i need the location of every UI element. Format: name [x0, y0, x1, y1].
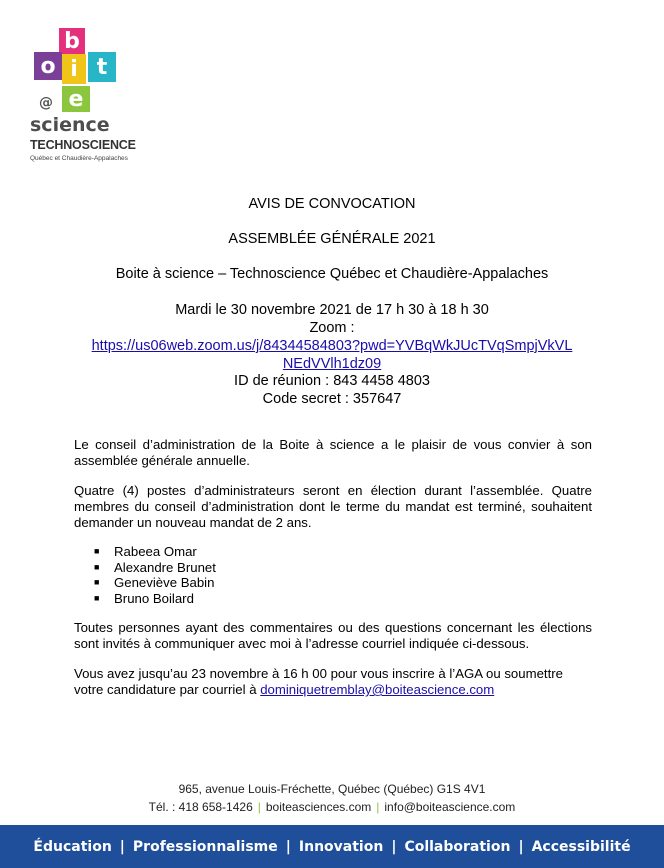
- banner-separator: |: [391, 838, 397, 855]
- value-professionnalisme: Professionnalisme: [132, 838, 278, 855]
- logo-at-sign: @: [39, 95, 53, 111]
- organization-name: Boite à science – Technoscience Québec et Chaudière-Appalaches: [115, 266, 549, 282]
- footer-separator: |: [257, 800, 261, 814]
- logo-technoscience-text: TECHNOSCIENCE: [30, 138, 136, 152]
- footer-email[interactable]: info@boiteascience.com: [384, 800, 516, 814]
- logo-letter-o: o: [34, 52, 62, 80]
- logo-letter-e: e: [62, 86, 90, 112]
- paragraph-elections: Quatre (4) postes d’administrateurs seront en élection durant l’assemblée. Quatre membres du conseil d’administration dont le terme du mandat est terminé, souhaitent demander un nouveau mandat de 2 ans.: [74, 483, 592, 530]
- assembly-title: ASSEMBLÉE GÉNÉRALE 2021: [228, 231, 436, 247]
- logo-letter-t: t: [88, 52, 116, 82]
- footer-website[interactable]: boiteasciences.com: [265, 800, 372, 814]
- contact-email-link[interactable]: dominiquetremblay@boiteascience.com: [260, 682, 495, 697]
- zoom-link-line2[interactable]: [0, 356, 664, 372]
- values-banner: [0, 825, 664, 868]
- bullet-icon: ■: [94, 546, 100, 556]
- value-education: Éducation: [33, 838, 112, 855]
- meeting-id: ID de réunion : 843 4458 4803: [234, 373, 430, 389]
- zoom-link-continued[interactable]: NEdVVlh1dz09: [282, 356, 382, 372]
- paragraph-questions: Toutes personnes ayant des commentaires ou des questions concernant les élections sont invités à communiquer avec moi à l’adresse courriel indiquée ci-dessous.: [74, 620, 592, 651]
- footer-separator: |: [376, 800, 380, 814]
- value-collaboration: Collaboration: [404, 838, 511, 855]
- zoom-label: Zoom :: [309, 320, 355, 336]
- list-item: ■ Rabeea Omar: [94, 544, 197, 559]
- logo-letter-b: b: [59, 28, 85, 54]
- boite-a-science-logo: [30, 28, 136, 168]
- member-list: [74, 544, 216, 606]
- logo-science-text: science: [30, 114, 110, 136]
- footer-address: 965, avenue Louis-Fréchette, Québec (Québec) G1S 4V1: [178, 782, 486, 796]
- footer-phone: Tél. : 418 658-1426: [148, 800, 253, 814]
- banner-separator: |: [119, 838, 125, 855]
- list-item: ■ Geneviève Babin: [94, 575, 215, 590]
- notice-title: AVIS DE CONVOCATION: [248, 196, 416, 212]
- zoom-link-line1[interactable]: [0, 338, 664, 354]
- meeting-passcode: Code secret : 357647: [262, 391, 402, 407]
- bullet-icon: ■: [94, 561, 100, 572]
- zoom-link[interactable]: https://us06web.zoom.us/j/84344584803?pwd=YVBqWkJUcTVqSmpjVkVL: [91, 338, 573, 354]
- logo-region-text: Québec et Chaudière-Appalaches: [30, 155, 128, 162]
- footer-contacts: [0, 800, 664, 814]
- value-accessibilite: Accessibilité: [531, 838, 631, 855]
- banner-separator: |: [285, 838, 291, 855]
- list-item: ■ Bruno Boilard: [94, 590, 194, 606]
- list-item: ■ Alexandre Brunet: [94, 559, 216, 575]
- bullet-icon: ■: [94, 592, 100, 603]
- bullet-icon: ■: [94, 577, 100, 587]
- meeting-date: Mardi le 30 novembre 2021 de 17 h 30 à 18 h 30: [175, 302, 489, 318]
- logo-letter-i: i: [62, 54, 86, 84]
- banner-separator: |: [518, 838, 524, 855]
- paragraph-invitation: Le conseil d’administration de la Boite à science a le plaisir de vous convier à son assemblée générale annuelle.: [74, 437, 592, 468]
- paragraph-deadline: Vous avez jusqu’au 23 novembre à 16 h 00 pour vous inscrire à l’AGA ou soumettre votre candidature par courriel à dominiquetremblay@boiteascience.com: [74, 666, 563, 697]
- value-innovation: Innovation: [298, 838, 384, 855]
